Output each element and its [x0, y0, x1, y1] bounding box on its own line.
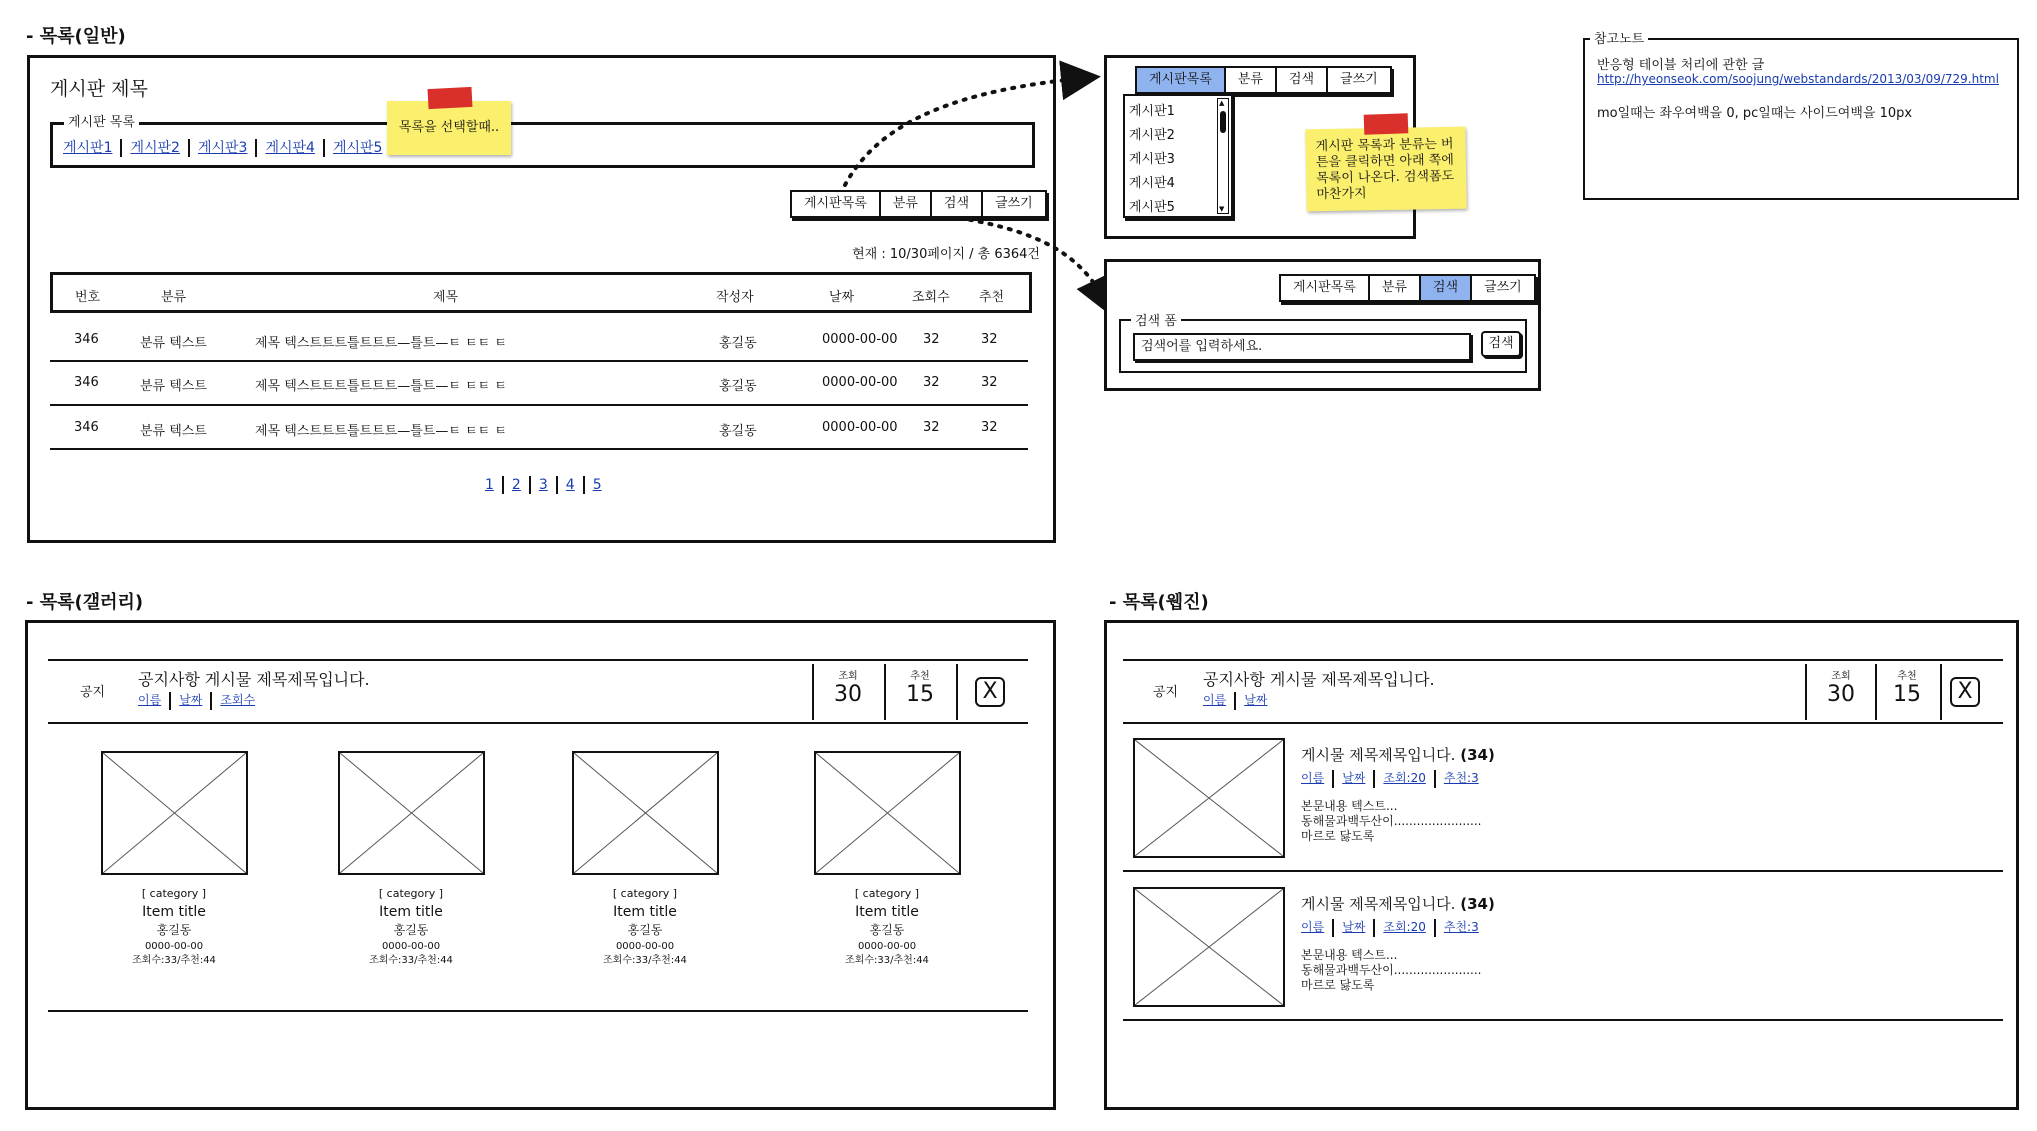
col-recommend: 추천 — [979, 290, 1005, 305]
tab-search[interactable]: 검색 — [932, 192, 983, 216]
recommend-block — [890, 667, 950, 707]
recommend-label: 추천 — [910, 671, 930, 682]
item-views-link[interactable]: 조회:20 — [1383, 920, 1426, 934]
dropdown-item[interactable]: 게시판1 — [1129, 104, 1175, 119]
item-date-link[interactable]: 날짜 — [1342, 771, 1366, 785]
section-title-gallery: - 목록(갤러리) — [26, 592, 144, 613]
board-link-4[interactable]: 게시판4 — [265, 140, 315, 156]
card-author: 홍길동 — [156, 923, 192, 938]
tab-write[interactable]: 글쓰기 — [1484, 280, 1522, 295]
row-views: 32 — [923, 332, 940, 347]
notice-label: 공지 — [1153, 685, 1179, 700]
sort-views-link[interactable]: 조회수 — [220, 693, 256, 707]
card-author: 홍길동 — [393, 923, 429, 938]
board-link-2[interactable]: 게시판2 — [130, 140, 180, 156]
body-line: 마르로 닳도록 — [1301, 978, 1375, 992]
card-date: 0000-00-00 — [144, 940, 204, 952]
card-date: 0000-00-00 — [615, 940, 675, 952]
close-icon[interactable]: X — [975, 677, 1005, 707]
card-title[interactable]: Item title — [613, 903, 677, 920]
row-views: 32 — [923, 375, 940, 390]
tab-category[interactable]: 분류 — [881, 192, 932, 216]
thumbnail-placeholder[interactable] — [814, 751, 961, 875]
sticky-note-board: 목록을 선택할때.. — [387, 101, 511, 155]
notes-line1: 반응형 테이블 처리에 관한 글 — [1597, 58, 1765, 73]
row-date: 0000-00-00 — [822, 420, 898, 435]
card-stats: 조회수:33/추천:44 — [845, 955, 929, 967]
section-title-general: - 목록(일반) — [26, 26, 126, 47]
gallery-card[interactable] — [787, 886, 987, 969]
webzine-item-body — [1301, 799, 1481, 844]
dropdown-item[interactable]: 게시판4 — [1129, 176, 1175, 191]
body-line: 마르로 닳도록 — [1301, 829, 1375, 843]
row-category: 분류 텍스트 — [140, 424, 207, 439]
search-demo-frame — [1104, 259, 1541, 391]
item-name-link[interactable]: 이름 — [1301, 920, 1325, 934]
card-date: 0000-00-00 — [857, 940, 917, 952]
body-line: 본문내용 텍스트... — [1301, 799, 1398, 813]
body-line: 본문내용 텍스트... — [1301, 948, 1398, 962]
sort-date-link[interactable]: 날짜 — [179, 693, 203, 707]
gallery-frame — [25, 620, 1056, 1110]
tab-write[interactable]: 글쓰기 — [995, 196, 1033, 211]
notice-links — [1203, 691, 1267, 710]
row-title: 제목 텍스트트트틀트트트—틀트—ㅌ ㅌㅌ ㅌ — [255, 424, 507, 439]
row-number: 346 — [74, 420, 99, 435]
dropdown-item[interactable]: 게시판5 — [1129, 200, 1175, 215]
item-date-link[interactable]: 날짜 — [1342, 920, 1366, 934]
webzine-item-title[interactable] — [1301, 893, 1495, 914]
notes-legend: 참고노트 — [1590, 28, 1648, 47]
card-title[interactable]: Item title — [855, 903, 919, 920]
webzine-item-links — [1301, 769, 1479, 788]
sort-name-link[interactable]: 이름 — [1203, 693, 1227, 707]
scroll-down-icon[interactable]: ▼ — [1219, 205, 1225, 213]
views-block — [818, 667, 878, 707]
tab-board-list[interactable]: 게시판목록 — [1137, 68, 1226, 92]
row-author: 홍길동 — [719, 379, 757, 394]
row-number: 346 — [74, 375, 99, 390]
item-comment-count: (34) — [1460, 895, 1495, 913]
item-divider — [1123, 1019, 2003, 1021]
page-link-5[interactable]: 5 — [592, 477, 602, 493]
arrow-to-search — [960, 218, 1105, 302]
row-author: 홍길동 — [719, 424, 757, 439]
row-views: 32 — [923, 420, 940, 435]
section-title-webzine: - 목록(웹진) — [1109, 592, 1209, 613]
row-category: 분류 텍스트 — [140, 379, 207, 394]
divider — [956, 664, 958, 720]
recommend-value: 15 — [906, 682, 934, 707]
tab-category[interactable]: 분류 — [1370, 276, 1421, 300]
gallery-card[interactable] — [311, 886, 511, 969]
tab-write[interactable]: 글쓰기 — [1340, 72, 1378, 87]
col-views: 조회수 — [912, 290, 950, 305]
webzine-item-links — [1301, 918, 1479, 937]
sort-date-link[interactable]: 날짜 — [1244, 693, 1268, 707]
search-tabbar — [1279, 274, 1536, 302]
divider — [1875, 664, 1877, 720]
notice-bottom-line — [1123, 722, 2003, 724]
notes-line2: mo일때는 좌우여백을 0, pc일때는 사이드여백을 10px — [1597, 106, 1913, 121]
divider — [884, 664, 886, 720]
notice-bottom-line — [48, 722, 1028, 724]
card-date: 0000-00-00 — [381, 940, 441, 952]
board-title: 게시판 제목 — [50, 78, 148, 100]
webzine-item-body — [1301, 948, 1481, 993]
webzine-frame — [1104, 620, 2019, 1110]
row-recommend: 32 — [981, 420, 998, 435]
scroll-up-icon[interactable]: ▲ — [1219, 99, 1225, 107]
page-info: 현재 : 10/30페이지 / 총 6364건 — [852, 247, 1040, 262]
item-title[interactable]: 게시물 제목제목입니다. — [1301, 746, 1456, 764]
scrollbar-thumb[interactable] — [1220, 111, 1226, 133]
thumbnail-placeholder[interactable] — [572, 751, 719, 875]
notes-frame — [1583, 38, 2019, 200]
dropdown-item[interactable]: 게시판2 — [1129, 128, 1175, 143]
tab-search[interactable]: 검색 — [1421, 276, 1472, 300]
board-dropdown-list[interactable] — [1123, 94, 1233, 218]
notice-label: 공지 — [80, 685, 106, 700]
notice-links — [138, 691, 255, 710]
col-number: 번호 — [75, 290, 101, 305]
divider — [812, 664, 814, 720]
tab-category[interactable]: 분류 — [1226, 68, 1277, 92]
col-title: 제목 — [433, 290, 459, 305]
views-block — [1811, 667, 1871, 707]
divider — [1805, 664, 1807, 720]
row-recommend: 32 — [981, 375, 998, 390]
divider — [1940, 664, 1942, 720]
views-value: 30 — [1827, 682, 1855, 707]
thumbnail-placeholder[interactable] — [1133, 738, 1285, 858]
item-recommend-link[interactable]: 추천:3 — [1443, 920, 1479, 934]
recommend-label: 추천 — [1897, 671, 1917, 682]
thumbnail-placeholder[interactable] — [1133, 887, 1285, 1007]
item-comment-count: (34) — [1460, 746, 1495, 764]
item-views-link[interactable]: 조회:20 — [1383, 771, 1426, 785]
dropdown-item[interactable]: 게시판3 — [1129, 152, 1175, 167]
row-category: 분류 텍스트 — [140, 336, 207, 351]
col-author: 작성자 — [716, 290, 754, 305]
views-label: 조회 — [838, 671, 858, 682]
row-date: 0000-00-00 — [822, 375, 898, 390]
row-author: 홍길동 — [719, 336, 757, 351]
page-link-4[interactable]: 4 — [565, 477, 575, 493]
body-line: 동해물과백두산이....................... — [1301, 814, 1482, 828]
row-number: 346 — [74, 332, 99, 347]
thumbnail-placeholder[interactable] — [101, 751, 248, 875]
views-value: 30 — [834, 682, 862, 707]
col-date: 날짜 — [829, 290, 855, 305]
thumbnail-placeholder[interactable] — [338, 751, 485, 875]
card-author: 홍길동 — [869, 923, 905, 938]
gallery-card[interactable] — [545, 886, 745, 969]
page-link-1[interactable]: 1 — [485, 477, 494, 493]
sort-name-link[interactable]: 이름 — [138, 693, 162, 707]
card-category: [ category ] — [854, 887, 920, 900]
body-line: 동해물과백두산이....................... — [1301, 963, 1482, 977]
row-date: 0000-00-00 — [822, 332, 898, 347]
sticky-tape — [1364, 113, 1409, 135]
gallery-card[interactable] — [74, 886, 274, 969]
page-link-3[interactable]: 3 — [538, 477, 548, 493]
col-category: 분류 — [161, 290, 187, 305]
board-list-legend: 게시판 목록 — [64, 111, 139, 130]
notice-top-line — [1123, 659, 2003, 661]
card-category: [ category ] — [378, 887, 444, 900]
item-divider — [1123, 870, 2003, 872]
board-link-3[interactable]: 게시판3 — [197, 140, 248, 156]
recommend-value: 15 — [1893, 682, 1921, 707]
search-legend: 검색 폼 — [1131, 310, 1181, 329]
card-author: 홍길동 — [627, 923, 663, 938]
arrow-to-dropdown — [845, 78, 1085, 185]
item-recommend-link[interactable]: 추천:3 — [1443, 771, 1479, 785]
item-title[interactable]: 게시물 제목제목입니다. — [1301, 895, 1456, 913]
card-category: [ category ] — [141, 887, 207, 900]
card-category: [ category ] — [612, 887, 678, 900]
close-icon[interactable]: X — [1950, 677, 1980, 707]
recommend-block — [1879, 667, 1935, 707]
board-link-1[interactable]: 게시판1 — [63, 140, 113, 156]
notes-link[interactable]: http://hyeonseok.com/soojung/webstandards/2013/03/09/729.html — [1597, 72, 1999, 86]
notice-title[interactable]: 공지사항 게시물 제목제목입니다. — [1203, 670, 1435, 689]
row-recommend: 32 — [981, 332, 998, 347]
card-title[interactable]: Item title — [142, 903, 206, 920]
search-button[interactable]: 검색 — [1481, 331, 1521, 357]
row-title: 제목 텍스트트트틀트트트—틀트—ㅌ ㅌㅌ ㅌ — [255, 379, 507, 394]
board-link-5[interactable]: 게시판5 — [332, 140, 383, 156]
tab-search[interactable]: 검색 — [1277, 68, 1328, 92]
dropdown-scrollbar[interactable] — [1217, 98, 1229, 214]
card-stats: 조회수:33/추천:44 — [369, 955, 453, 967]
gallery-bottom-line — [48, 1010, 1028, 1012]
dropdown-tabbar — [1135, 66, 1392, 94]
row-title: 제목 텍스트트트틀트트트—틀트—ㅌ ㅌㅌ ㅌ — [255, 336, 507, 351]
notice-top-line — [48, 659, 1028, 661]
search-input[interactable]: 검색어를 입력하세요. — [1133, 333, 1471, 361]
card-stats: 조회수:33/추천:44 — [132, 955, 216, 967]
views-label: 조회 — [1831, 671, 1851, 682]
notice-title[interactable]: 공지사항 게시물 제목제목입니다. — [138, 670, 370, 689]
tab-board-list[interactable]: 게시판목록 — [1281, 276, 1370, 300]
card-stats: 조회수:33/추천:44 — [603, 955, 687, 967]
tab-board-list[interactable]: 게시판목록 — [792, 192, 881, 216]
page-link-2[interactable]: 2 — [511, 477, 521, 493]
sticky-note-dropdown: 게시판 목록과 분류는 버튼을 클릭하면 아래 쪽에 목록이 나온다. 검색폼도 마찬가지 — [1305, 127, 1466, 212]
item-name-link[interactable]: 이름 — [1301, 771, 1325, 785]
dropdown-items — [1129, 100, 1175, 220]
card-title[interactable]: Item title — [379, 903, 443, 920]
webzine-item-title[interactable] — [1301, 744, 1495, 765]
